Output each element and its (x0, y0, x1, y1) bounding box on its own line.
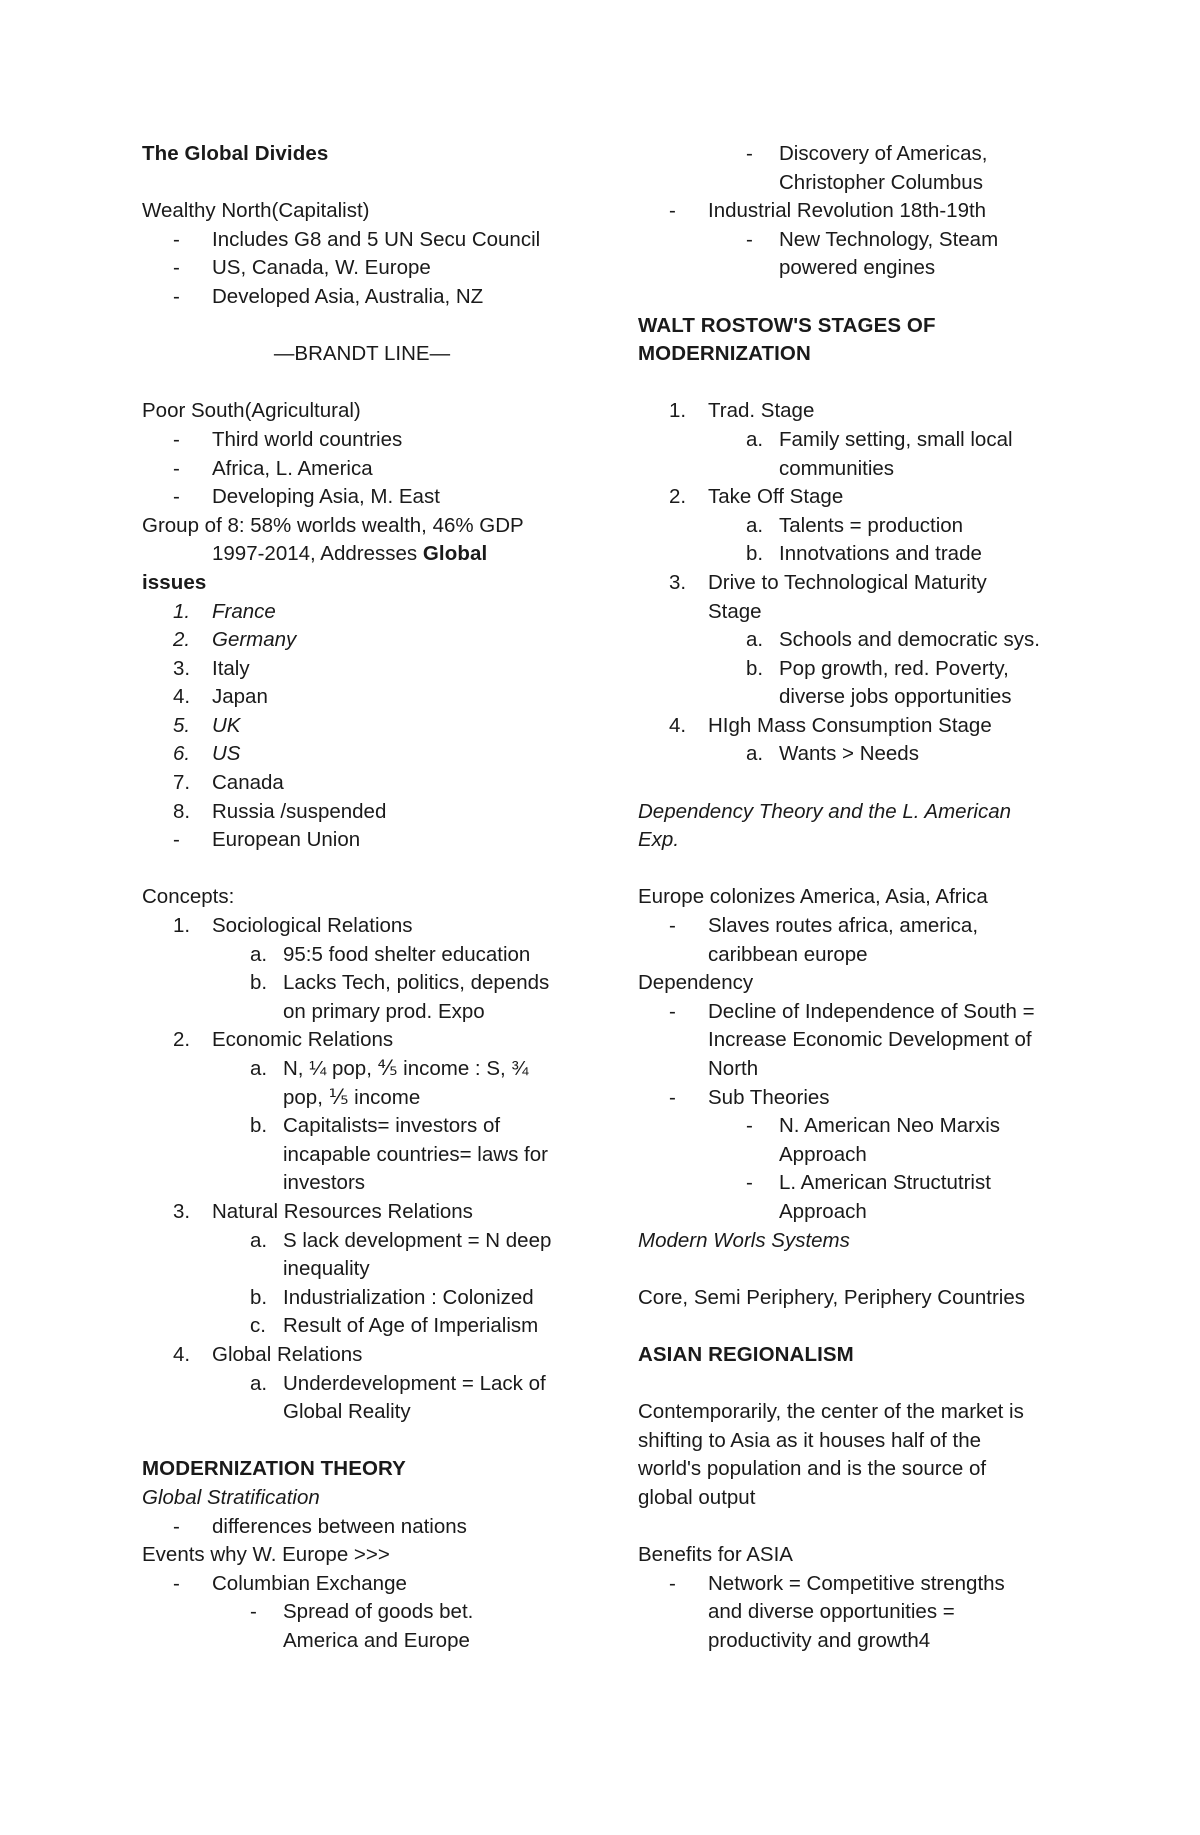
list-item-continued: North (708, 1057, 759, 1080)
paragraph-line: global output (638, 1485, 756, 1509)
list-item: - Developing Asia, M. East (173, 485, 440, 509)
list-item: 1. France (173, 599, 276, 623)
subheading: Modern Worls Systems (638, 1228, 850, 1252)
list-item-continued: Christopher Columbus (779, 170, 983, 194)
list-item: a. Wants > Needs (746, 742, 919, 766)
list-item: 1. Sociological Relations (173, 914, 413, 938)
list-item: - Includes G8 and 5 UN Secu Council (173, 227, 541, 251)
events-line: Events why W. Europe >>> (142, 1543, 390, 1567)
subheading: Dependency Theory and the L. American (638, 799, 1012, 823)
list-item-continued: caribbean europe (708, 942, 868, 966)
list-item: 7. Canada (173, 771, 284, 795)
list-item: - Third world countries (173, 427, 403, 451)
list-item: 4. Japan (173, 685, 268, 709)
list-item: - L. American Structutrist (746, 1171, 991, 1195)
list-item: - Sub Theories (669, 1085, 830, 1109)
list-item: 6. US (173, 742, 241, 766)
list-item: a. Underdevelopment = Lack of (250, 1371, 546, 1395)
list-item: - Africa, L. America (173, 456, 373, 480)
list-item: - European Union (173, 828, 361, 852)
list-item: 2. Take Off Stage (669, 485, 844, 509)
list-item: - Slaves routes africa, america, (669, 914, 979, 938)
list-item-continued: pop, ⅕ income (283, 1085, 421, 1109)
list-item-continued: on primary prod. Expo (283, 999, 485, 1023)
list-item-continued: Stage (708, 599, 762, 623)
subheading: Exp. (638, 828, 680, 852)
g8-line: issues (142, 570, 207, 594)
list-item: 3. Drive to Technological Maturity (669, 570, 987, 594)
south-heading: Poor South(Agricultural) (142, 399, 361, 423)
list-item: 3. Natural Resources Relations (173, 1199, 473, 1223)
list-item: - US, Canada, W. Europe (173, 256, 431, 280)
brandt-line: —BRANDT LINE— (273, 342, 451, 366)
subheading: Global Stratification (142, 1485, 320, 1509)
list-item: 8. Russia /suspended (173, 799, 387, 823)
list-item: 4. HIgh Mass Consumption Stage (669, 713, 992, 737)
list-item: - Spread of goods bet. (250, 1600, 474, 1624)
section-heading: ASIAN REGIONALISM (638, 1342, 854, 1366)
list-item: - New Technology, Steam (746, 227, 999, 251)
list-item-continued: communities (779, 456, 895, 480)
list-item: - Industrial Revolution 18th-19th (669, 199, 987, 223)
list-item: a. S lack development = N deep (250, 1228, 552, 1252)
list-item-continued: powered engines (779, 256, 936, 280)
right-column (638, 140, 1068, 1655)
list-item-continued: inequality (283, 1257, 370, 1281)
list-item: a. Family setting, small local (746, 427, 1013, 451)
list-item: - differences between nations (173, 1514, 467, 1538)
text-line: Europe colonizes America, Asia, Africa (638, 885, 988, 909)
list-item: a. N, ¼ pop, ⅘ income : S, ¾ (250, 1057, 529, 1080)
doc-title: The Global Divides (142, 142, 329, 165)
list-item: 5. UK (173, 713, 241, 737)
list-item: c. Result of Age of Imperialism (250, 1314, 539, 1338)
list-item: 3. Italy (173, 656, 250, 680)
list-item: 1. Trad. Stage (669, 399, 815, 423)
list-item: - Developed Asia, Australia, NZ (173, 284, 484, 308)
list-item-continued: investors (283, 1171, 366, 1195)
list-item: a. 95:5 food shelter education (250, 942, 531, 966)
list-item: 2. Germany (173, 628, 297, 652)
list-item: - N. American Neo Marxis (746, 1114, 1001, 1138)
list-item: - Network = Competitive strengths (669, 1571, 1005, 1595)
list-item-continued: productivity and growth4 (708, 1628, 931, 1652)
paragraph-line: shifting to Asia as it houses half of the (638, 1428, 982, 1452)
section-heading: MODERNIZATION (638, 342, 811, 366)
left-column (142, 140, 582, 1655)
list-item: - Discovery of Americas, (746, 142, 988, 165)
section-heading: WALT ROSTOW'S STAGES OF (638, 313, 936, 337)
list-item: 4. Global Relations (173, 1342, 363, 1366)
concepts-heading: Concepts: (142, 885, 235, 909)
list-item: b. Pop growth, red. Poverty, (746, 656, 1009, 680)
list-item-continued: Approach (779, 1199, 867, 1223)
text-line: Dependency (638, 971, 754, 995)
g8-line: Group of 8: 58% worlds wealth, 46% GDP (142, 513, 524, 537)
north-heading: Wealthy North(Capitalist) (142, 199, 370, 223)
paragraph-line: Contemporarily, the center of the market is (638, 1400, 1024, 1424)
list-item-continued: Approach (779, 1142, 867, 1166)
g8-line: 1997-2014, Addresses Global (212, 542, 488, 566)
paragraph-line: world's population and is the source of (638, 1457, 987, 1481)
text-line: Core, Semi Periphery, Periphery Countries (638, 1285, 1025, 1309)
list-item: 2. Economic Relations (173, 1028, 394, 1052)
list-item: a. Talents = production (746, 513, 964, 537)
list-item: b. Capitalists= investors of (250, 1114, 501, 1138)
list-item: b. Industrialization : Colonized (250, 1285, 534, 1309)
list-item-continued: diverse jobs opportunities (779, 685, 1012, 709)
list-item: b. Lacks Tech, politics, depends (250, 971, 550, 995)
list-item: - Decline of Independence of South = (669, 999, 1035, 1023)
text-line: Benefits for ASIA (638, 1543, 793, 1567)
list-item-continued: Global Reality (283, 1400, 411, 1424)
list-item: - Columbian Exchange (173, 1571, 407, 1595)
list-item-continued: and diverse opportunities = (708, 1600, 955, 1624)
list-item-continued: Increase Economic Development of (708, 1028, 1032, 1052)
list-item: a. Schools and democratic sys. (746, 628, 1040, 652)
section-heading: MODERNIZATION THEORY (142, 1457, 406, 1481)
list-item-continued: incapable countries= laws for (283, 1142, 548, 1166)
list-item: b. Innotvations and trade (746, 542, 982, 566)
list-item-continued: America and Europe (283, 1628, 470, 1652)
